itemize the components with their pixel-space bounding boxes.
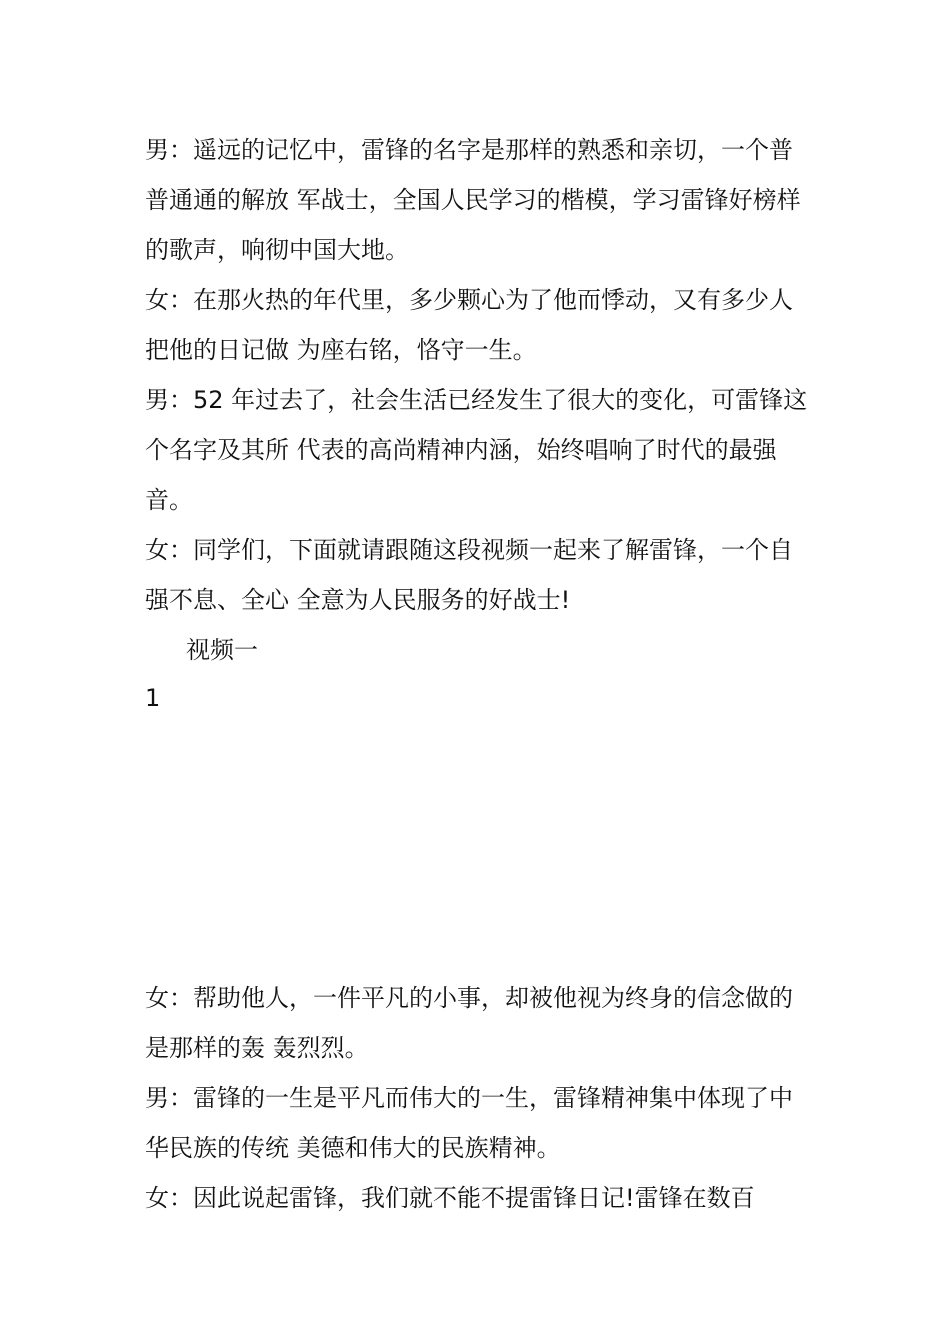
paragraph-male-2: 男：52 年过去了，社会生活已经发生了很大的变化，可雷锋这个名字及其所 代表的高尚精神内涵，始终唱响了时代的最强音。 [145, 386, 808, 514]
paragraph-male-3: 男：雷锋的一生是平凡而伟大的一生，雷锋精神集中体现了中华民族的传统 美德和伟大的民族精神。 [145, 1084, 793, 1162]
paragraph-male-1: 男：遥远的记忆中，雷锋的名字是那样的熟悉和亲切，一个普普通通的解放 军战士，全国人民学习的楷模，学习雷锋好榜样的歌声，响彻中国大地。 [145, 136, 801, 264]
video-label: 视频一 [186, 636, 258, 664]
paragraph-female-4: 女：因此说起雷锋，我们就不能不提雷锋日记!雷锋在数百 [145, 1184, 755, 1212]
page-number: 1 [145, 684, 161, 712]
paragraph-female-3: 女：帮助他人，一件平凡的小事，却被他视为终身的信念做的是那样的轰 轰烈烈。 [145, 984, 793, 1062]
paragraph-female-2: 女：同学们，下面就请跟随这段视频一起来了解雷锋，一个自强不息、全心 全意为人民服务的好战士! [145, 536, 793, 614]
paragraph-female-1: 女：在那火热的年代里，多少颗心为了他而悸动，又有多少人把他的日记做 为座右铭，恪守一生。 [145, 286, 793, 364]
